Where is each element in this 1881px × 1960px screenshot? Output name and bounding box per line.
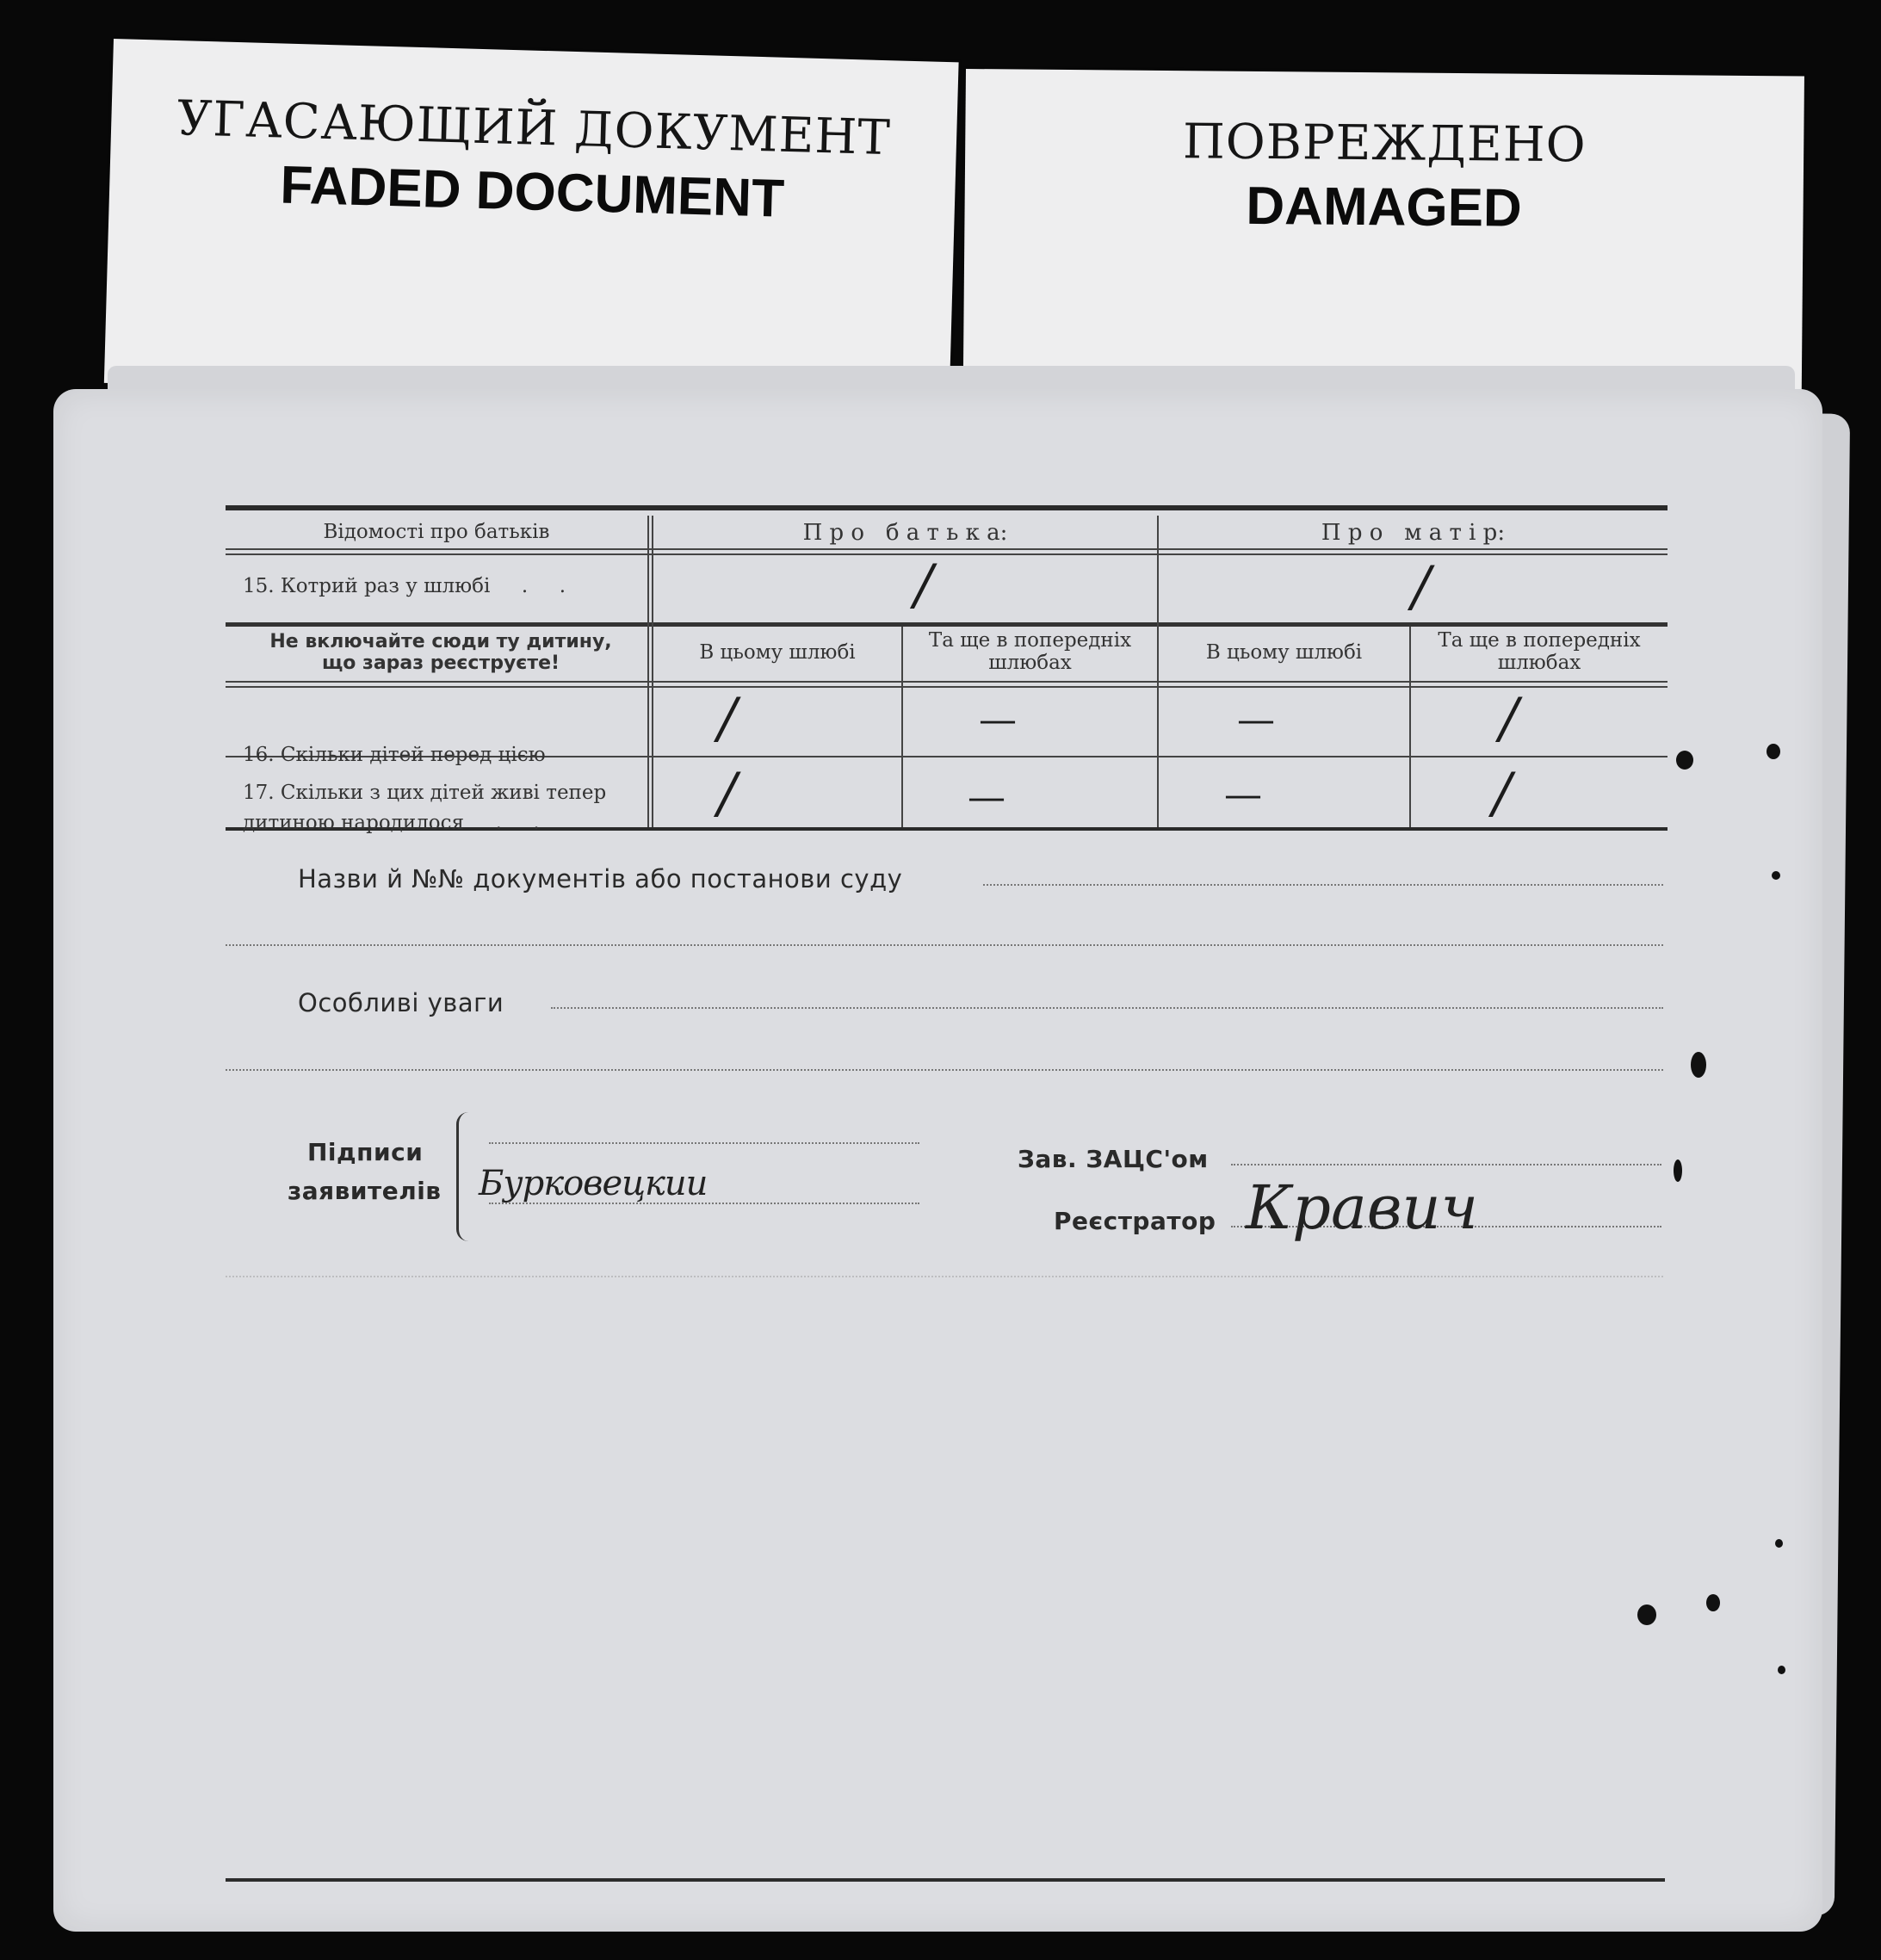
father-previous-marriages-header [903,629,1157,675]
row16-mother-this-value: — [1237,698,1275,742]
binding-hole [1767,744,1780,759]
damaged-tag-english: DAMAGED [1246,176,1523,238]
bottom-rule [226,1878,1665,1882]
mother-previous-header-line2: шлюбах [1497,652,1581,675]
damaged-document-tag [963,69,1804,396]
faded-tag-russian: УГАСАЮЩИЙ ДОКУМЕНТ [176,90,892,167]
table-divider [647,516,649,827]
applicants-signatures-label-line2: заявителів [288,1177,442,1205]
row16-father-previous-value: — [979,698,1017,742]
binding-hole [1772,871,1780,880]
signatures-bracket [456,1112,469,1241]
faint-line [226,1276,1663,1277]
row17-mother-this-value: — [1224,773,1262,817]
row17-father-previous-value: — [968,776,1005,819]
table-rule [226,622,1668,627]
binding-hole [1676,751,1693,770]
row15-mother-value: / [1412,555,1431,619]
row15-father-value: / [914,553,933,617]
father-this-marriage-header: В цьому шлюбі [699,641,856,664]
exclusion-note-line1: Не включайте сюди ту дитину, [269,631,612,652]
row16-label-line1: 16. Скільки дітей перед цією [243,743,546,766]
faded-document-tag [104,39,959,406]
binding-hole [1775,1539,1783,1548]
damage-mark [1674,1159,1682,1182]
exclusion-note-line2: що зараз реєструєте! [321,652,560,675]
documents-line-2[interactable] [226,944,1663,946]
applicant-signature-line-1[interactable] [489,1142,919,1144]
head-of-registry-label: Зав. ЗАЦС'ом [1018,1145,1209,1173]
father-previous-header-line2: шлюбах [988,652,1072,675]
exclusion-note [234,631,647,675]
damage-mark [1691,1052,1706,1078]
table-rule [226,686,1668,688]
table-divider [652,516,653,827]
header-about-father: П р о б а т ь к а: [802,520,1008,546]
documents-label: Назви й №№ документів або постанови суду [298,864,903,893]
faded-tag-english: FADED DOCUMENT [279,155,785,229]
table-rule [226,681,1668,683]
row16-mother-previous-value: / [1500,687,1519,751]
table-rule [226,548,1668,550]
binding-hole [1637,1604,1656,1625]
father-previous-header-line1: Та ще в попередніх [928,629,1132,652]
table-rule [226,553,1668,555]
header-parents-info: Відомості про батьків [323,521,550,543]
registrar-label: Реєстратор [1054,1207,1216,1235]
remarks-line[interactable] [551,1007,1663,1009]
applicants-signatures-label-line1: Підписи [307,1138,424,1166]
head-of-registry-line[interactable] [1231,1164,1661,1165]
remarks-label: Особливі уваги [298,988,504,1017]
row16-father-this-value: / [718,687,737,751]
binding-hole [1778,1666,1785,1674]
row17-label: 17. Скільки з цих дітей живі тепер [243,782,607,804]
parents-info-table [226,505,1668,835]
row16-label-line2: дитиною народилося . . [243,812,540,835]
table-divider [1157,516,1159,827]
record-sheet [53,389,1822,1932]
registrar-signature: Кравич [1246,1172,1479,1243]
remarks-line-2[interactable] [226,1069,1663,1071]
mother-previous-header-line1: Та ще в попередніх [1438,629,1641,652]
damage-mark [1706,1594,1720,1611]
row17-father-this-value: / [718,762,737,825]
applicant-signature: Бурковецкии [479,1164,708,1203]
damaged-tag-russian: ПОВРЕЖДЕНО [1182,114,1587,174]
mother-previous-marriages-header [1411,629,1668,675]
row17-mother-previous-value: / [1493,762,1512,825]
documents-line[interactable] [983,884,1663,886]
header-about-mother: П р о м а т і р: [1321,520,1506,546]
row15-label: 15. Котрий раз у шлюбі . . [243,575,566,597]
mother-this-marriage-header: В цьому шлюбі [1205,641,1363,664]
